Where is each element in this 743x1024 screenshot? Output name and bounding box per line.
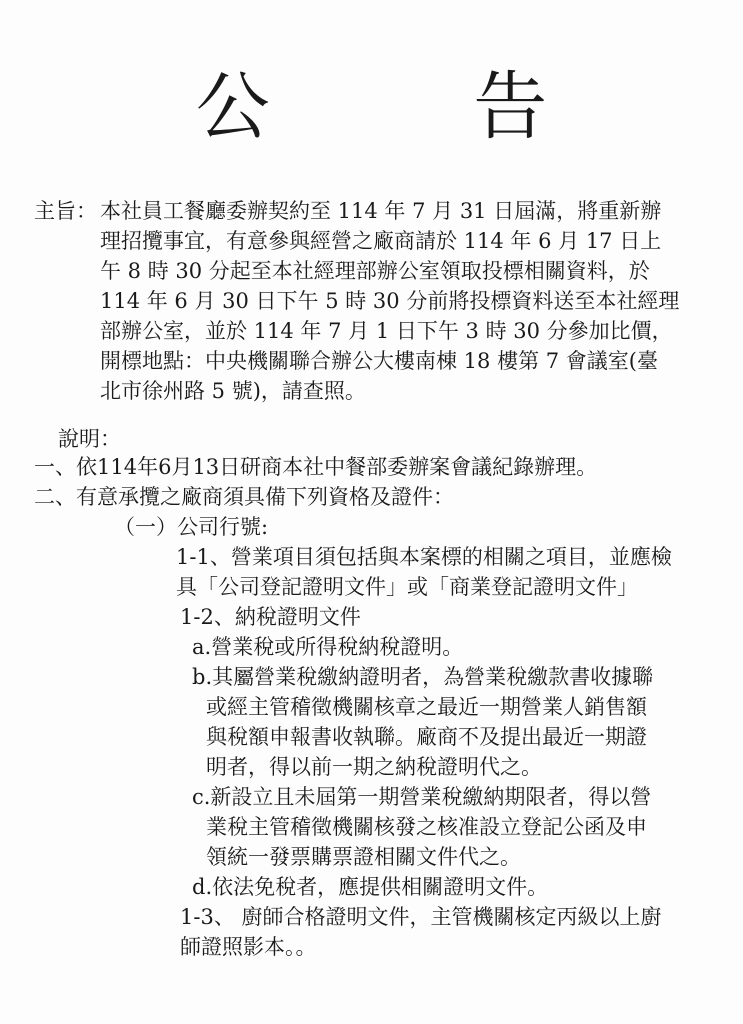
clause-1-3-line-1: 1-3、 廚師合格證明文件，主管機關核定丙級以上廚 xyxy=(180,905,662,929)
clause-b-line-1: b.其屬營業稅繳納證明者，為營業稅繳款書收據聯 xyxy=(192,665,654,689)
clause-b-line-4: 明者，得以前一期之納稅證明代之。 xyxy=(206,755,542,779)
document-title: 公 告 xyxy=(195,64,638,150)
subject-line-4: 114 年 6 月 30 日下午 5 時 30 分前將投標資料送至本社經理 xyxy=(100,289,680,313)
subject-line-5: 部辦公室，並於 114 年 7 月 1 日下午 3 時 30 分參加比價， xyxy=(100,319,673,343)
clause-d: d.依法免稅者，應提供相關證明文件。 xyxy=(192,875,549,899)
clause-1-2-heading: 1-2、納稅證明文件 xyxy=(180,605,361,629)
clause-1-1-line-1: 1-1、營業項目須包括與本案標的相關之項目，並應檢 xyxy=(176,545,672,569)
explanation-item-2: 二、有意承攬之廠商須具備下列資格及證件： xyxy=(34,485,454,509)
subject-line-3: 午 8 時 30 分起至本社經理部辦公室領取投標相關資料，於 xyxy=(100,259,650,283)
clause-c-line-1: c.新設立且未屆第一期營業稅繳納期限者，得以營 xyxy=(192,785,652,809)
explanation-heading: 說明： xyxy=(58,427,121,451)
subject-label: 主旨： xyxy=(34,199,97,223)
subject-line-1: 本社員工餐廳委辦契約至 114 年 7 月 31 日屆滿，將重新辦 xyxy=(100,199,662,223)
clause-a: a.營業稅或所得稅納稅證明。 xyxy=(192,635,464,659)
sub-item-1-heading: （一）公司行號: xyxy=(114,515,269,539)
subject-line-2: 理招攬事宜，有意參與經營之廠商請於 114 年 6 月 17 日上 xyxy=(100,229,662,253)
clause-b-line-3: 與稅額申報書收執聯。廠商不及提出最近一期證 xyxy=(206,725,647,749)
subject-line-6: 開標地點：中央機關聯合辦公大樓南棟 18 樓第 7 會議室(臺 xyxy=(100,349,658,373)
clause-1-3-line-2: 師證照影本。。 xyxy=(180,935,317,959)
explanation-item-1: 一、依114年6月13日研商本社中餐部委辦案會議紀錄辦理。 xyxy=(34,455,598,479)
clause-1-1-line-2: 具「公司登記證明文件」或「商業登記證明文件」 xyxy=(176,575,638,599)
clause-c-line-2: 業稅主管稽徵機關核發之核准設立登記公函及申 xyxy=(206,815,647,839)
clause-b-line-2: 或經主管稽徵機關核章之最近一期營業人銷售額 xyxy=(206,695,647,719)
subject-line-7: 北市徐州路 5 號)，請查照。 xyxy=(100,379,366,403)
clause-c-line-3: 領統一發票購票證相關文件代之。 xyxy=(206,845,521,869)
